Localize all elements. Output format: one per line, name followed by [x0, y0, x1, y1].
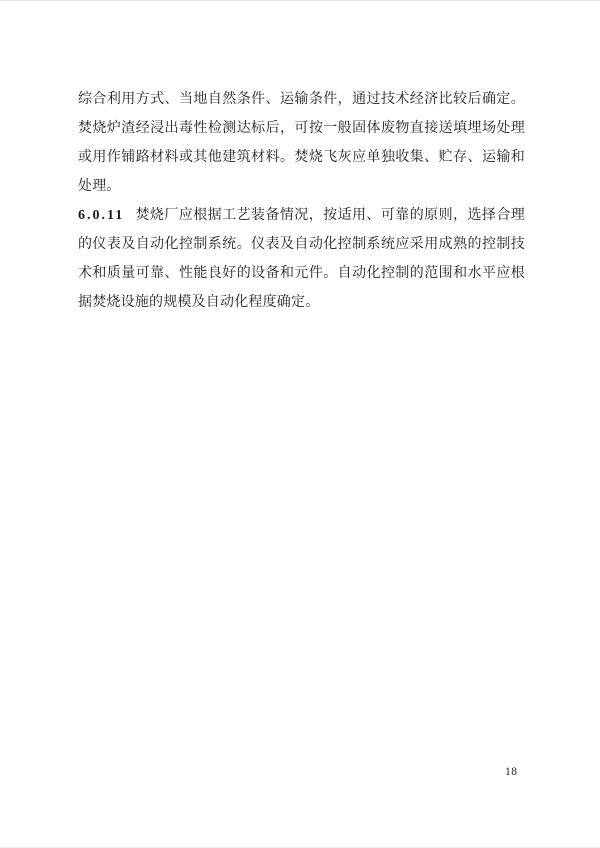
- clause-text: 焚烧厂应根据工艺装备情况，按适用、可靠的原则，选择合理的仪表及自动化控制系统。仪表及自动化控制系统应采用成熟的控制技术和质量可靠、性能良好的设备和元件。自动化控制的范围和水平应根据焚烧设施的规模及自动化程度确定。: [78, 208, 525, 310]
- clause-paragraph: [78, 201, 525, 317]
- clause-number: 6.0.11: [78, 208, 125, 223]
- page-number: 18: [505, 766, 518, 778]
- page-body: [78, 85, 525, 317]
- continuation-paragraph: 综合利用方式、当地自然条件、运输条件，通过技术经济比较后确定。焚烧炉渣经浸出毒性检测达标后，可按一般固体废物直接送填埋场处理或用作铺路材料或其他建筑材料。焚烧飞灰应单独收集、贮存、运输和处理。: [78, 92, 525, 194]
